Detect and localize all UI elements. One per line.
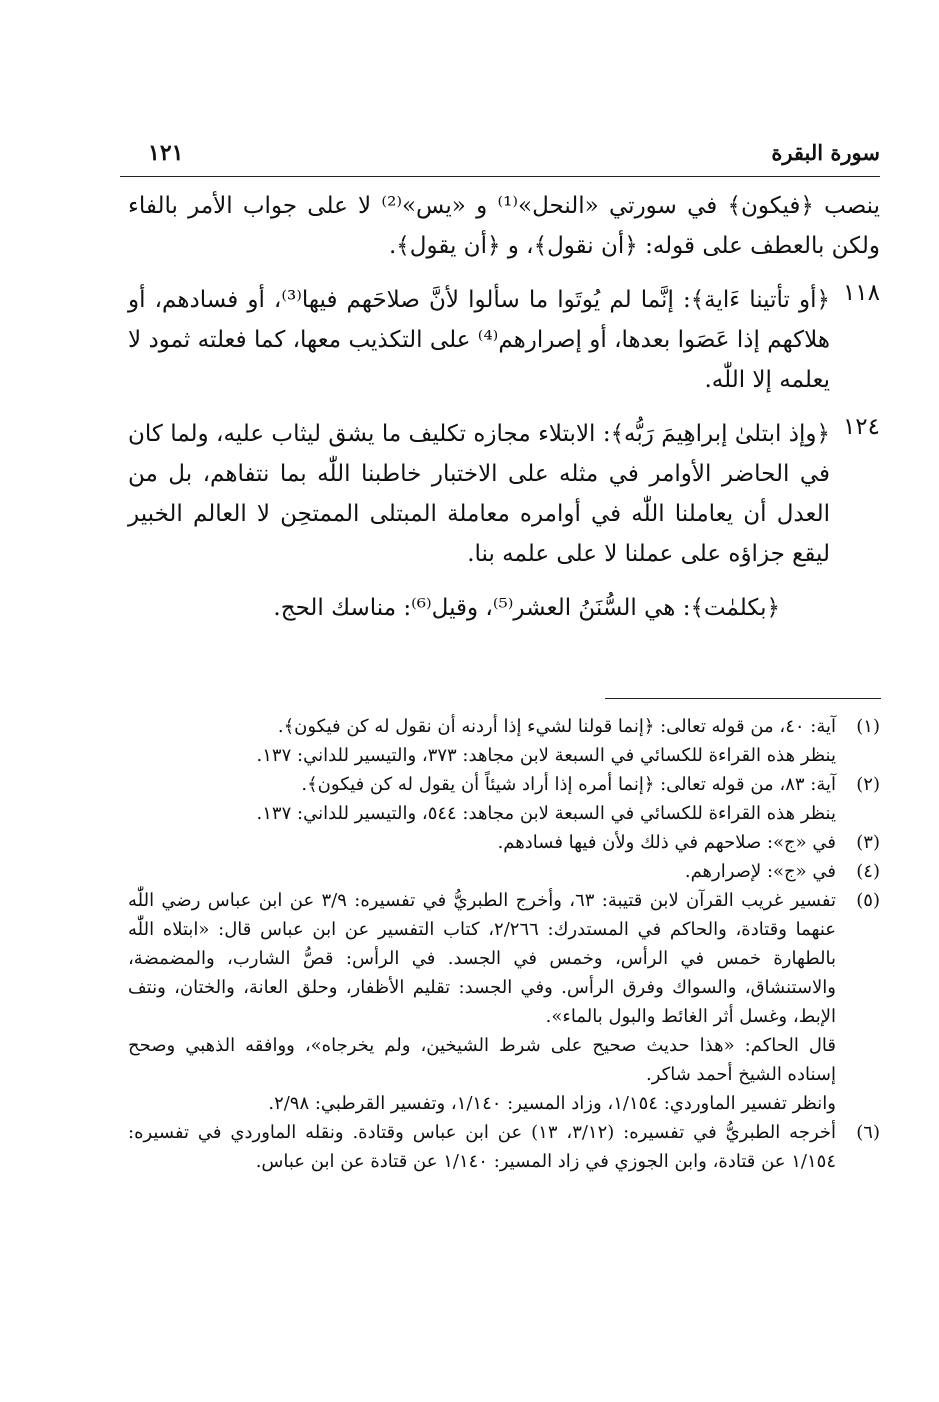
footnote-number: (٣) xyxy=(856,832,880,853)
footnote-number: (١) xyxy=(856,716,880,737)
footnote xyxy=(128,770,880,828)
footnote-number: (٤) xyxy=(856,861,880,882)
sub-commentary: ﴿بكلمٰت﴾: هي السُّنَنُ العشر⁽⁵⁾، وقيل⁽⁶⁾: مناسك الحج. xyxy=(273,595,780,621)
footnote-separator xyxy=(605,698,881,699)
footnote-line: ينظر هذه القراءة للكسائي في السبعة لابن مجاهد: ٣٧٣، والتيسير للداني: ١٣٧. xyxy=(256,745,836,766)
footnote xyxy=(128,712,880,770)
footnote-line: وانظر تفسير الماوردي: ١/١٥٤، وزاد المسير: ١/١٤٠، وتفسير القرطبي: ٢/٩٨. xyxy=(268,1093,836,1114)
footnote-line: آية: ٨٣، من قوله تعالى: ﴿إنما أمره إذا أراد شيئاً أن يقول له كن فيكون﴾. xyxy=(301,774,836,795)
footnote-number: (٢) xyxy=(856,774,880,795)
verse-entry-124 xyxy=(128,414,880,574)
footnote-line: ينظر هذه القراءة للكسائي في السبعة لابن مجاهد: ٥٤٤، والتيسير للداني: ١٣٧. xyxy=(256,803,836,824)
page-number: ١٢١ xyxy=(148,140,184,166)
footnote xyxy=(128,886,880,1118)
footnote-line: آية: ٤٠، من قوله تعالى: ﴿إنما قولنا لشيء إذا أردنه أن نقول له كن فيكون﴾. xyxy=(277,716,836,737)
verse-number: ١١٨ xyxy=(842,280,880,306)
footnote-number: (٦) xyxy=(856,1122,880,1143)
footnote-line: في «ج»: لإصرارهم. xyxy=(684,861,836,882)
footnote xyxy=(128,828,880,857)
running-header xyxy=(120,140,880,177)
footnote-line: تفسير غريب القرآن لابن قتيبة: ٦٣، وأخرج الطبريُّ في تفسيره: ٣/٩ عن ابن عباس رضي اللّٰه عنهما وقتادة، والحاكم في المستدرك: ٢/٢٦٦، كتاب التفسير عن ابن عباس قال: «ابتلاه اللّٰه بالطهارة خمس في الرأس، وخمس في الجسد. في الرأس: قصُّ الشارب، والمضمضة، والاستنشاق، والسواك وفرق الرأس. وفي الجسد: تقليم الأظفار، وحلق العانة، والختان، ونتف الإبط، وغسل أثر الغائط والبول بالماء». xyxy=(128,890,837,1027)
footnote-number: (٥) xyxy=(856,890,880,911)
footnote-line: أخرجه الطبريُّ في تفسيره: (٣/١٢، ١٣) عن ابن عباس وقتادة. ونقله الماوردي في تفسيره: ١/١٥٤ عن قتادة، وابن الجوزي في زاد المسير: ١/١٤٠ عن قتادة عن ابن عباس. xyxy=(128,1122,837,1172)
main-text xyxy=(128,186,880,628)
footnote xyxy=(128,1118,880,1176)
verse-commentary: ﴿أو تأتينا ءَاية﴾: إنَّما لم يُوتَوا ما سألوا لأنَّ صلاحَهم فيها⁽³⁾، أو فسادهم، أو هلاكهم إذا عَصَوا بعدها، أو إصرارهم⁽⁴⁾ على التكذيب معها، كما فعلته ثمود لا يعلمه إلا اللّٰه. xyxy=(128,287,830,393)
footnote-line: في «ج»: صلاحهم في ذلك ولأن فيها فسادهم. xyxy=(497,832,836,853)
verse-entry-118 xyxy=(128,280,880,400)
footnote xyxy=(128,857,880,886)
verse-commentary: ﴿وإذ ابتلىٰ إبراهِيمَ رَبُّه﴾: الابتلاء مجازه تكليف ما يشق ليثاب عليه، ولما كان في الحاضر الأوامر في مثله على الاختبار خاطبنا اللّٰه بما نتفاهم، بل من العدل أن يعاملنا اللّٰه في أوامره معاملة المبتلى الممتحِن لا العالم الخبير ليقع جزاؤه على عملنا لا على علمه بنا. xyxy=(128,421,830,567)
footnote-line: قال الحاكم: «هذا حديث صحيح على شرط الشيخين، ولم يخرجاه»، ووافقه الذهبي وصحح إسناده الشيخ أحمد شاكر. xyxy=(128,1035,836,1085)
verse-number: ١٢٤ xyxy=(842,414,880,440)
intro-paragraph: ينصب ﴿فيكون﴾ في سورتي «النحل»⁽¹⁾ و «يس»⁽²⁾ لا على جواب الأمر بالفاء ولكن بالعطف على قوله: ﴿أن نقول﴾، و ﴿أن يقول﴾. xyxy=(128,193,880,259)
surah-title: سورة البقرة xyxy=(771,140,880,165)
footnotes xyxy=(128,712,880,1176)
